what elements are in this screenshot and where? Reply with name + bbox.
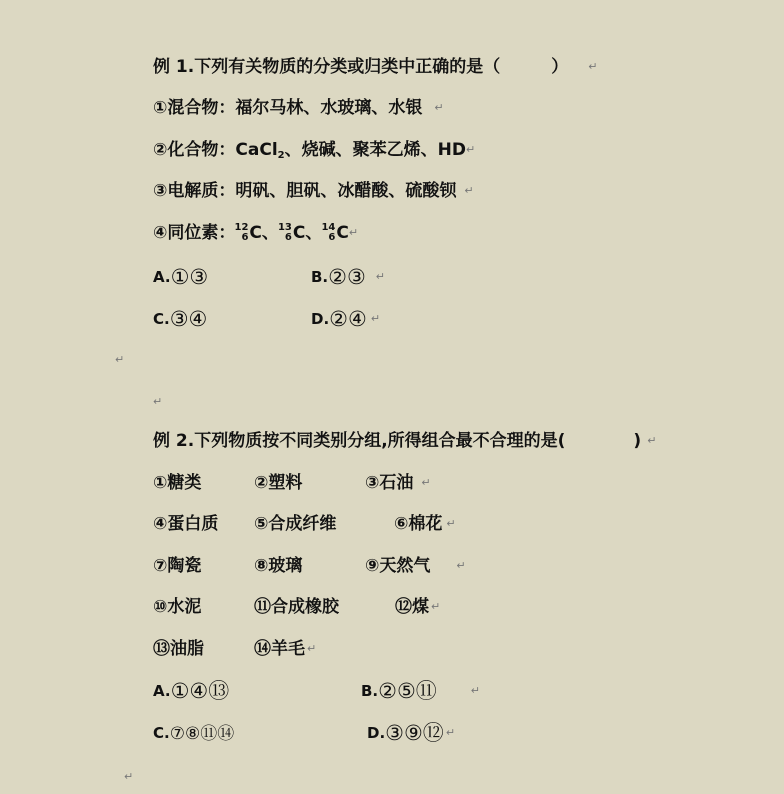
ex2-item: ⑦陶瓷 [153, 556, 202, 576]
ex1-option-d: D.②④ ↵ [311, 307, 381, 331]
ex1-title: 例 1.下列有关物质的分类或归类中正确的是（ ） ↵ [153, 57, 598, 77]
isotope-notation: 13 6 [277, 222, 292, 243]
ex2-item: ⑥棉花 ↵ [394, 514, 456, 534]
ex2-item: ⑬油脂 [153, 639, 204, 659]
ex2-item: ③石油 ↵ [365, 473, 431, 493]
ex1-item-2: ②化合物：CaCl2、烧碱、聚苯乙烯、HD↵ [153, 140, 476, 161]
ex2-row-2 [153, 513, 493, 535]
ex2-item: ⑨天然气 ↵ [365, 556, 466, 576]
ex2-item: ①糖类 [153, 473, 202, 493]
ex1-options-row-2 [153, 308, 453, 334]
ex2-option-d: D.③⑨⑫ ↵ [367, 721, 456, 745]
ex2-options-row-1 [153, 680, 553, 706]
ex2-option-c: C.⑦⑧⑪⑭ [153, 724, 235, 744]
ex2-item: ⑧玻璃 [254, 556, 303, 576]
ex2-item: ⑪合成橡胶 [254, 597, 339, 617]
ex2-option-b: B.②⑤⑪ ↵ [361, 679, 481, 703]
ex1-item-1: ①混合物：福尔马林、水玻璃、水银 ↵ [153, 98, 444, 118]
ex1-option-a: A.①③ [153, 265, 209, 289]
ex2-options-row-2 [153, 722, 553, 748]
isotope-notation: 14 6 [321, 222, 336, 243]
ex2-item: ⑩水泥 [153, 597, 202, 617]
ex2-row-5 [153, 638, 493, 660]
ex1-item-4: ④同位素： 12 6 C、 13 6 C、 14 6 C↵ [153, 222, 359, 243]
ex1-options-row-1 [153, 266, 453, 292]
ex2-item: ⑤合成纤维 [254, 514, 337, 534]
ex1-item-3: ③电解质：明矾、胆矾、冰醋酸、硫酸钡 ↵ [153, 181, 474, 201]
paragraph-mark: ↵ [153, 395, 163, 408]
paragraph-mark: ↵ [115, 353, 125, 366]
isotope-notation: 12 6 [234, 222, 249, 243]
ex2-item: ④蛋白质 [153, 514, 219, 534]
ex2-title: 例 2.下列物质按不同类别分组,所得组合最不合理的是( ) ↵ [153, 431, 657, 451]
ex2-item: ⑭羊毛 ↵ [254, 639, 317, 659]
ex2-item: ⑫煤 ↵ [395, 597, 441, 617]
paragraph-mark: ↵ [124, 770, 134, 783]
ex2-row-1 [153, 472, 493, 494]
ex1-option-b: B.②③ ↵ [311, 265, 386, 289]
ex2-row-4 [153, 596, 493, 618]
ex2-row-3 [153, 555, 493, 577]
ex2-option-a: A.①④⑬ [153, 679, 230, 703]
ex1-option-c: C.③④ [153, 307, 208, 331]
ex2-item: ②塑料 [254, 473, 303, 493]
